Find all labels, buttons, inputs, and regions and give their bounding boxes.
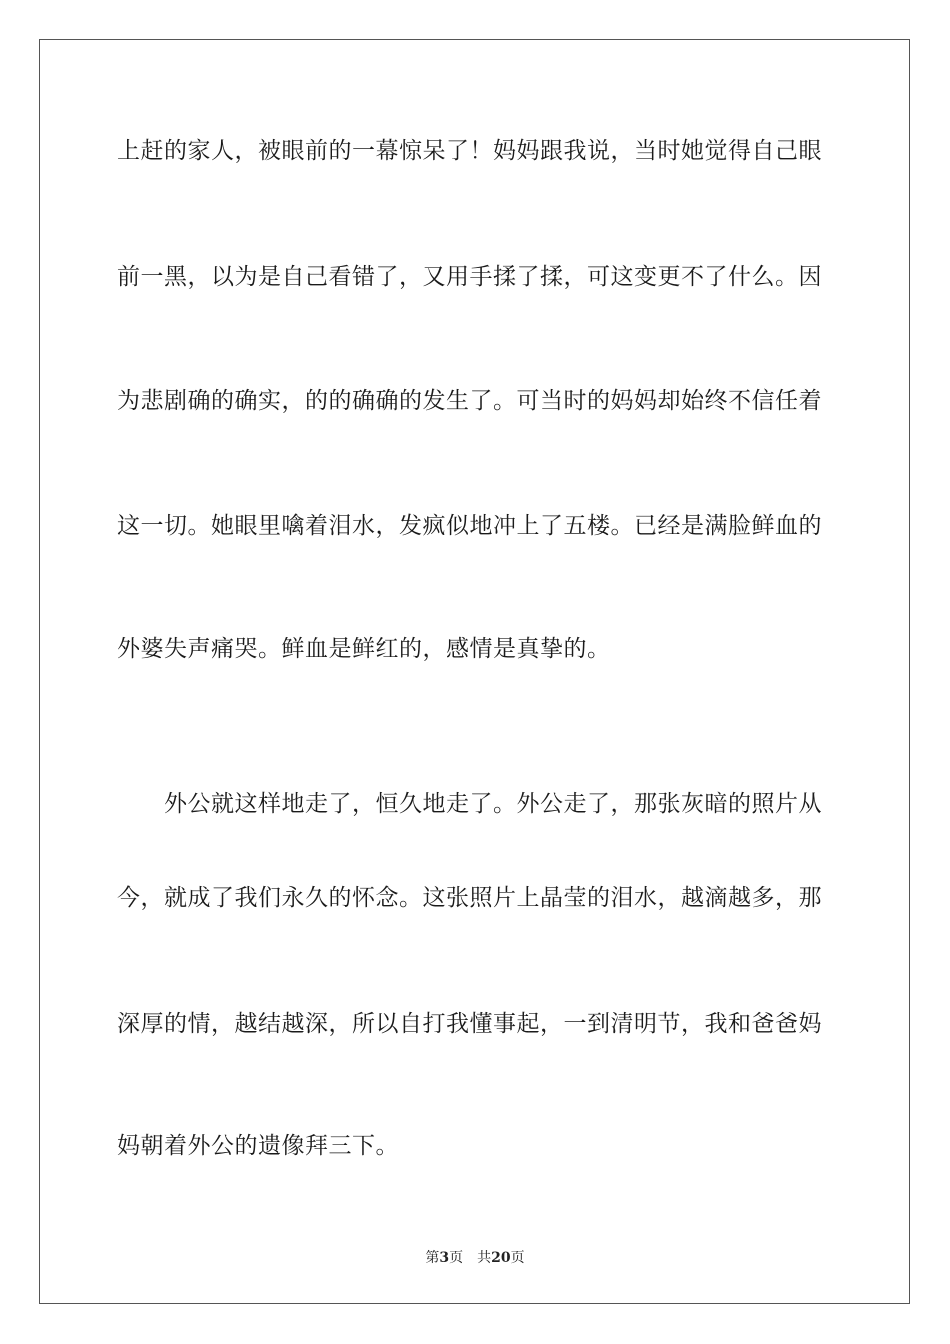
text-line: 前一黑，以为是自己看错了，又用手揉了揉，可这变更不了什么。因 [117,264,822,290]
text-line: 今，就成了我们永久的怀念。这张照片上晶莹的泪水，越滴越多，那 [117,885,822,911]
text-line: 妈朝着外公的遗像拜三下。 [117,1133,399,1159]
page-number: 3 [439,1250,450,1266]
text-line: 为悲剧确的确实，的的确确的发生了。可当时的妈妈却始终不信任着 [117,388,822,414]
page-border [39,39,910,1304]
text-line: 深厚的情，越结越深，所以自打我懂事起，一到清明节，我和爸爸妈 [117,1011,822,1037]
total-suffix: 页 [510,1250,525,1266]
text-line: 外婆失声痛哭。鲜血是鲜红的，感情是真挚的。 [117,636,611,662]
page-footer [0,1249,950,1267]
paragraph-first-line: 外公就这样地走了，恒久地走了。外公走了，那张灰暗的照片从 [164,791,822,817]
text-line: 这一切。她眼里噙着泪水，发疯似地冲上了五楼。已经是满脸鲜血的 [117,513,822,539]
total-pages: 20 [491,1250,511,1266]
page-prefix: 第 [425,1250,440,1266]
page-suffix: 页 [449,1250,464,1266]
total-prefix: 共 [477,1250,492,1266]
text-line: 上赶的家人，被眼前的一幕惊呆了！妈妈跟我说，当时她觉得自己眼 [117,138,822,164]
